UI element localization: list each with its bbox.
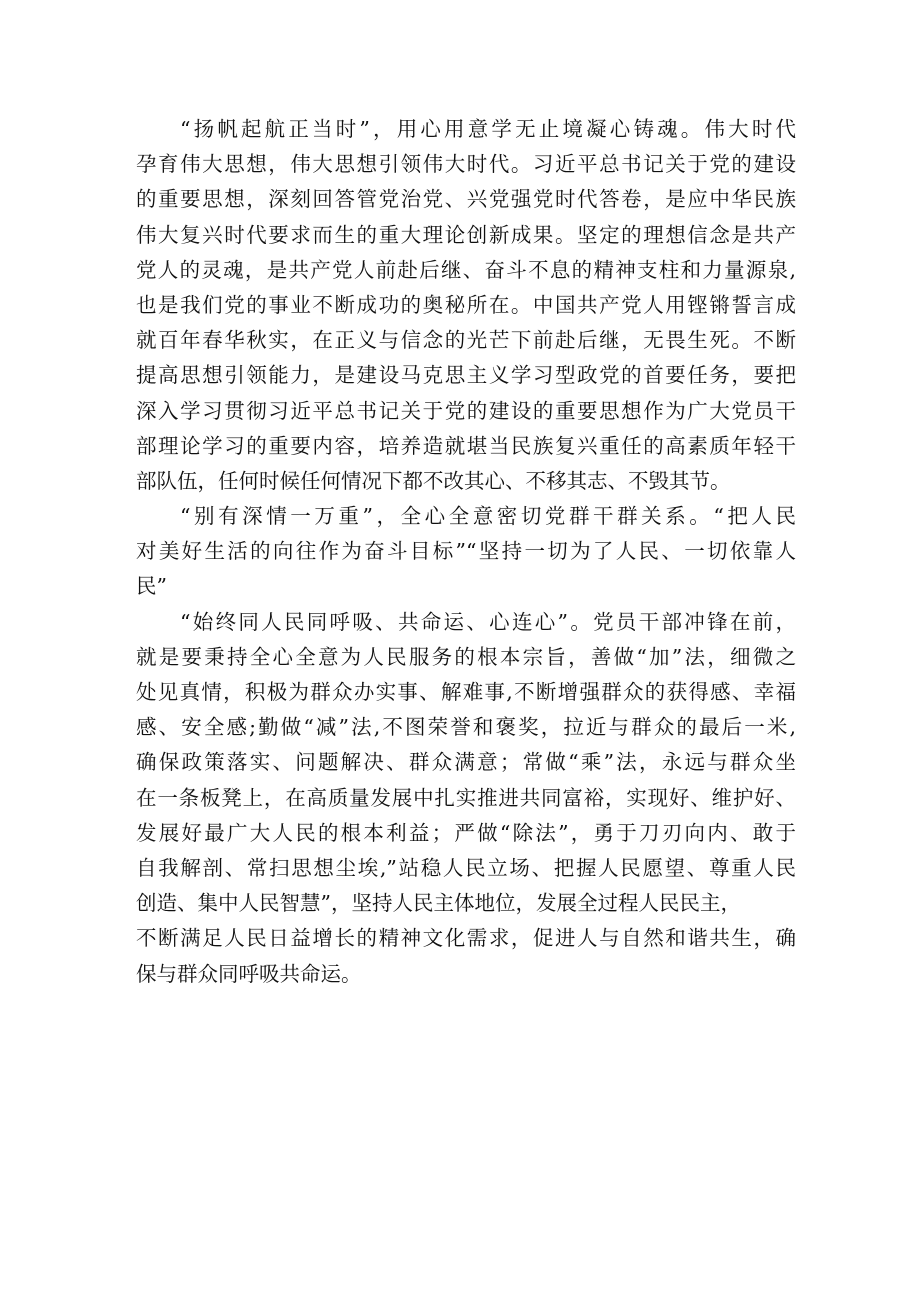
paragraph-line: 的重要思想，深刻回答管党治党、兴党强党时代答卷，是应中华民族 (136, 187, 796, 212)
paragraph-line: “始终同人民同呼吸、共命运、心连心”。党员干部冲锋在前， (180, 609, 796, 634)
paragraph-1 (136, 112, 796, 499)
paragraph-line: 发展好最广大人民的根本利益；严做“除法”，勇于刀刃向内、敢于 (136, 820, 796, 845)
paragraph-line: 就是要秉持全心全意为人民服务的根本宗旨，善做“加”法，细微之 (136, 644, 796, 669)
paragraph-3 (136, 605, 796, 992)
paragraph-line: 在一条板凳上，在高质量发展中扎实推进共同富裕，实现好、维护好、 (136, 785, 796, 810)
paragraph-line: 确保政策落实、问题解决、群众满意；常做“乘”法，永远与群众坐 (136, 750, 796, 775)
paragraph-line: 提高思想引领能力，是建设马克思主义学习型政党的首要任务，要把 (136, 363, 796, 388)
paragraph-line: 孕育伟大思想，伟大思想引领伟大时代。习近平总书记关于党的建设 (136, 152, 796, 177)
paragraph-line: 创造、集中人民智慧”，坚持人民主体地位，发展全过程人民民主， (136, 891, 741, 916)
paragraph-line: 民” (136, 574, 167, 599)
paragraph-2 (136, 499, 796, 605)
paragraph-line: 深入学习贯彻习近平总书记关于党的建设的重要思想作为广大党员干 (136, 398, 796, 423)
paragraph-line: “扬帆起航正当时”，用心用意学无止境凝心铸魂。伟大时代 (180, 117, 796, 141)
paragraph-line: 也是我们党的事业不断成功的奥秘所在。中国共产党人用铿锵誓言成 (136, 292, 796, 317)
paragraph-line: 就百年春华秋实，在正义与信念的光芒下前赴后继，无畏生死。不断 (136, 328, 796, 353)
paragraph-line: 部理论学习的重要内容，培养造就堪当民族复兴重任的高素质年轻干 (136, 433, 796, 458)
paragraph-line: 不断满足人民日益增长的精神文化需求，促进人与自然和谐共生，确 (136, 926, 796, 951)
paragraph-line: “别有深情一万重”，全心全意密切党群干群关系。“把人民 (180, 504, 796, 529)
paragraph-line: 处见真情，积极为群众办实事、解难事,不断增强群众的获得感、幸福 (136, 680, 796, 704)
paragraph-line: 自我解剖、常扫思想尘埃,”站稳人民立场、把握人民愿望、尊重人民 (136, 855, 796, 880)
paragraph-line: 保与群众同呼吸共命运。 (136, 961, 362, 986)
paragraph-line: 伟大复兴时代要求而生的重大理论创新成果。坚定的理想信念是共产 (136, 222, 796, 247)
paragraph-line: 党人的灵魂，是共产党人前赴后继、奋斗不息的精神支柱和力量源泉, (136, 257, 796, 282)
paragraph-line: 感、安全感;勤做“减”法,不图荣誉和褒奖，拉近与群众的最后一米, (136, 715, 796, 740)
body-text (136, 112, 796, 992)
paragraph-line: 部队伍，任何时候任何情况下都不改其心、不移其志、不毁其节。 (136, 468, 731, 493)
paragraph-line: 对美好生活的向往作为奋斗目标”“坚持一切为了人民、一切依靠人 (136, 539, 796, 564)
